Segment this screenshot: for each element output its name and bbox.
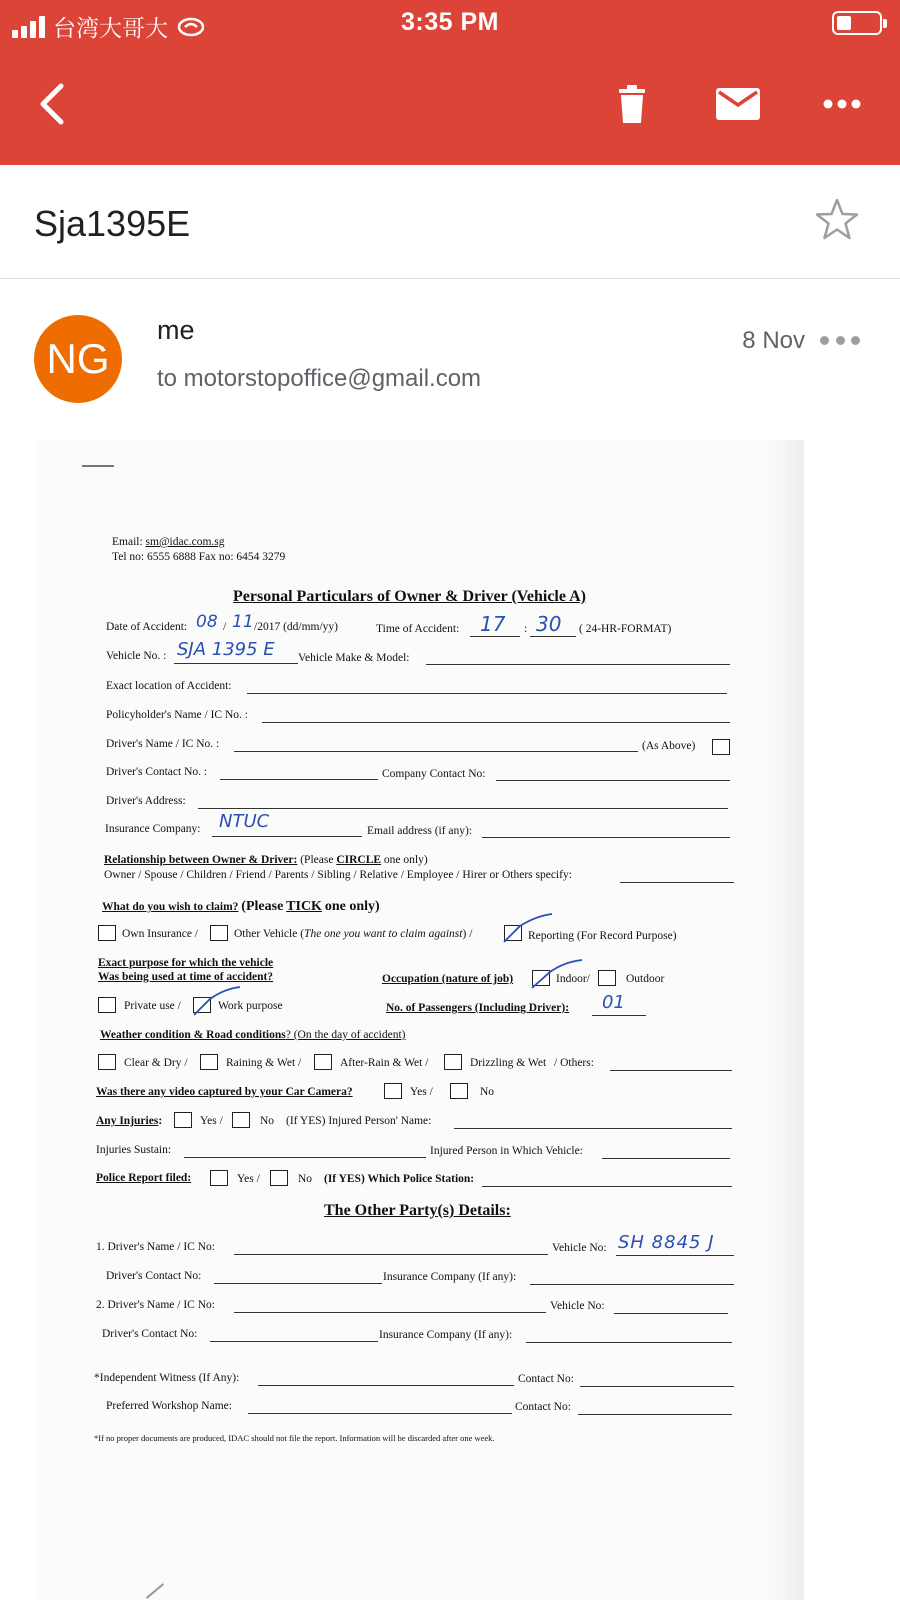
video-yes-label: Yes / xyxy=(410,1086,433,1098)
police-yes-label: Yes / xyxy=(237,1173,260,1185)
weather-after-rain-label: After-Rain & Wet / xyxy=(340,1057,429,1069)
status-time: 3:35 PM xyxy=(401,8,499,36)
doc-title: Personal Particulars of Owner & Driver (Vehicle A) xyxy=(233,588,586,605)
as-above-label: (As Above) xyxy=(642,740,696,752)
video-yes-checkbox[interactable] xyxy=(384,1083,402,1099)
sender-avatar[interactable]: NG xyxy=(34,315,122,403)
passengers-value: 01 xyxy=(602,992,625,1013)
time-minute-value: 30 xyxy=(536,612,562,636)
delete-button[interactable] xyxy=(602,64,662,144)
witness-contact-label: Contact No: xyxy=(518,1373,574,1385)
date-label: Date of Accident: xyxy=(106,621,188,633)
workshop-contact-label: Contact No: xyxy=(515,1401,571,1413)
op2-vehicle-label: Vehicle No: xyxy=(550,1300,605,1312)
weather-heading: Weather condition & Road conditions? (On the day of accident) xyxy=(100,1029,406,1041)
injuries-yes-label: Yes / xyxy=(200,1115,223,1127)
workshop-label: Preferred Workshop Name: xyxy=(106,1400,232,1412)
witness-label: *Independent Witness (If Any): xyxy=(94,1372,240,1384)
claim-own-checkbox[interactable] xyxy=(98,925,116,941)
work-purpose-label: Work purpose xyxy=(218,1000,283,1012)
scan-mark xyxy=(82,465,114,467)
weather-after-rain-checkbox[interactable] xyxy=(314,1054,332,1070)
purpose-heading-2: Was being used at time of accident? xyxy=(98,971,274,983)
attachment-image[interactable]: Email: sm@idac.com.sg Tel no: 6555 6888 Fax no: 6454 3279 Personal Particulars of Owner & Driver (Vehicle A) Date of Accident: 08 / 11 /2017 (dd/mm/yy) Time of Accident: 17 : 30 ( 24-HR-FORMAT) Vehicle No. : SJA 1395 E Vehicle Make & Model: Exact location of Accident: Policyholder's Name / IC No. : Driver's Name / IC No. : (As Above) Driver's Contact No. : Company Contact No: Driver's Address: Insurance Company: NTUC Email address (if any): Relationship between Owner & Driver: (Please CIRCLE one only) Owner / Spouse / Children / Friend / Parents / Sibling / Relative / Employee / Hirer or Others specify: What do you wish to claim? (Please TICK one only) Own Insurance / Other Vehicle (The one you want to claim against) / Reporting (For Record Purpose) Exact purpose for which the vehicle Was being used at time of accident? Occupation (nature of job) Indoor/ Outdoor Private use / Work purpose No. of Passengers (Including Driver): 01 Weather condition & Road conditions? (On the day of accident) Clear & Dry / Raining & Wet / After-Rain & Wet / Drizzling & Wet / Others: Was there any video captured by your Car Camera? Yes / No Any Injuries: Yes / No (If YES) Injured Person' Name: Injuries Sustain: Injured Person in Which Vehicle: Police Report filed: Yes / No (If YES) Which Police Station: The Other Party(s) Details: 1. Driver's Name / IC No: Vehicle No: SH 8845 J Driver's Contact No: Insurance Company (If any): 2. Driver's Name / IC No: Vehicle No: Driver's Contact No: Insurance Company (If any): *Independent Witness (If Any): Contact No: Preferred Workshop Name: Contact No: *If no proper documents are produced, IDAC should not file the report. Information will be discarded after one week. xyxy=(36,440,804,1600)
op1-vehicle-label: Vehicle No: xyxy=(552,1242,607,1254)
private-use-label: Private use / xyxy=(124,1000,181,1012)
time-hour-value: 17 xyxy=(480,612,506,636)
trash-icon xyxy=(615,84,649,124)
injuries-label: Any Injuries: xyxy=(96,1115,163,1127)
location-label: Exact location of Accident: xyxy=(106,680,232,692)
message-more-button[interactable] xyxy=(820,322,860,358)
occupation-label: Occupation (nature of job) xyxy=(382,973,514,985)
time-format: ( 24-HR-FORMAT) xyxy=(579,623,672,635)
date-day-value: 08 xyxy=(196,612,218,632)
vehicle-no-value: SJA 1395 E xyxy=(177,639,275,660)
relationship-options: Owner / Spouse / Children / Friend / Parents / Sibling / Relative / Employee / Hirer or Others specify: xyxy=(104,869,572,881)
injured-name-label: (If YES) Injured Person' Name: xyxy=(286,1115,432,1127)
policyholder-label: Policyholder's Name / IC No. : xyxy=(106,709,248,721)
date-month-value: 11 xyxy=(232,612,254,632)
time-label: Time of Accident: xyxy=(376,623,460,635)
scan-mark xyxy=(146,1583,164,1599)
op2-contact-label: Driver's Contact No: xyxy=(102,1328,198,1340)
company-contact-label: Company Contact No: xyxy=(382,768,486,780)
status-bar xyxy=(0,0,900,46)
doc-tel-fax: Tel no: 6555 6888 Fax no: 6454 3279 xyxy=(112,551,286,563)
back-button[interactable] xyxy=(22,64,82,144)
battery-icon xyxy=(832,11,882,35)
op1-insurance-label: Insurance Company (If any): xyxy=(383,1271,517,1283)
sender-name: me xyxy=(157,315,195,345)
weather-others-label: / Others: xyxy=(554,1057,594,1069)
indoor-label: Indoor/ xyxy=(556,973,590,985)
carrier-name: 台湾大哥大 xyxy=(53,15,168,41)
injured-vehicle-label: Injured Person in Which Vehicle: xyxy=(430,1145,583,1157)
email-toolbar xyxy=(0,64,900,144)
vehicle-make-label: Vehicle Make & Model: xyxy=(298,652,410,664)
vehicle-no-label: Vehicle No. : xyxy=(106,650,167,662)
email-subject: Sja1395E xyxy=(34,203,191,244)
arrow-left-icon xyxy=(35,82,69,126)
injuries-no-label: No xyxy=(260,1115,275,1127)
outdoor-label: Outdoor xyxy=(626,973,665,985)
claim-own-label: Own Insurance / xyxy=(122,928,199,940)
subject-row xyxy=(0,165,900,279)
op1-contact-label: Driver's Contact No: xyxy=(106,1270,202,1282)
doc-email-line: Email: sm@idac.com.sg xyxy=(112,536,225,548)
as-above-checkbox[interactable] xyxy=(712,739,730,755)
insurance-company-value: NTUC xyxy=(219,811,270,832)
driver-address-label: Driver's Address: xyxy=(106,795,186,807)
date-year: /2017 (dd/mm/yy) xyxy=(254,621,339,633)
op1-vehicle-value: SH 8845 J xyxy=(618,1232,715,1253)
mark-unread-button[interactable] xyxy=(708,64,768,144)
video-no-label: No xyxy=(480,1086,495,1098)
top-bar xyxy=(0,0,900,165)
video-label: Was there any video captured by your Car Camera? xyxy=(96,1086,353,1098)
insurance-company-label: Insurance Company: xyxy=(105,823,201,835)
footnote: *If no proper documents are produced, IDAC should not file the report. Information will be discarded after one week. xyxy=(94,1433,495,1443)
purpose-heading-1: Exact purpose for which the vehicle xyxy=(98,957,274,969)
weather-raining-checkbox[interactable] xyxy=(200,1054,218,1070)
claim-other-checkbox[interactable] xyxy=(210,925,228,941)
injuries-sustain-label: Injuries Sustain: xyxy=(96,1144,172,1156)
email-if-any-label: Email address (if any): xyxy=(367,825,473,837)
other-party-title: The Other Party(s) Details: xyxy=(324,1202,511,1219)
weather-drizzling-checkbox[interactable] xyxy=(444,1054,462,1070)
police-label: Police Report filed: xyxy=(96,1172,192,1184)
relationship-heading: Relationship between Owner & Driver: (Please CIRCLE one only) xyxy=(104,854,428,866)
claim-other-label: Other Vehicle (The one you want to claim against) / xyxy=(234,928,473,940)
weather-drizzling-label: Drizzling & Wet xyxy=(470,1057,547,1069)
star-icon[interactable] xyxy=(812,195,862,245)
police-no-label: No xyxy=(298,1173,313,1185)
outdoor-checkbox[interactable] xyxy=(598,970,616,986)
private-use-checkbox[interactable] xyxy=(98,997,116,1013)
weather-clear-label: Clear & Dry / xyxy=(124,1057,188,1069)
passengers-label: No. of Passengers (Including Driver): xyxy=(386,1002,570,1014)
op2-driver-label: 2. Driver's Name / IC No: xyxy=(96,1299,215,1311)
police-yes-checkbox[interactable] xyxy=(210,1170,228,1186)
more-horizontal-icon xyxy=(823,99,861,109)
email-date: 8 Nov xyxy=(742,327,805,354)
police-no-checkbox[interactable] xyxy=(270,1170,288,1186)
injuries-yes-checkbox[interactable] xyxy=(174,1112,192,1128)
weather-clear-checkbox[interactable] xyxy=(98,1054,116,1070)
op1-driver-label: 1. Driver's Name / IC No: xyxy=(96,1241,215,1253)
video-no-checkbox[interactable] xyxy=(450,1083,468,1099)
claim-reporting-label: Reporting (For Record Purpose) xyxy=(528,930,677,942)
envelope-icon xyxy=(715,87,761,121)
op2-insurance-label: Insurance Company (If any): xyxy=(379,1329,513,1341)
weather-raining-label: Raining & Wet / xyxy=(226,1057,302,1069)
police-station-label: (If YES) Which Police Station: xyxy=(324,1173,475,1185)
recipient-line[interactable]: to motorstopoffice@gmail.com xyxy=(157,365,482,392)
injuries-no-checkbox[interactable] xyxy=(232,1112,250,1128)
driver-contact-label: Driver's Contact No. : xyxy=(106,766,208,778)
driver-name-label: Driver's Name / IC No. : xyxy=(106,738,220,750)
more-options-button[interactable] xyxy=(812,64,872,144)
claim-heading: What do you wish to claim? (Please TICK one only) xyxy=(102,899,380,914)
